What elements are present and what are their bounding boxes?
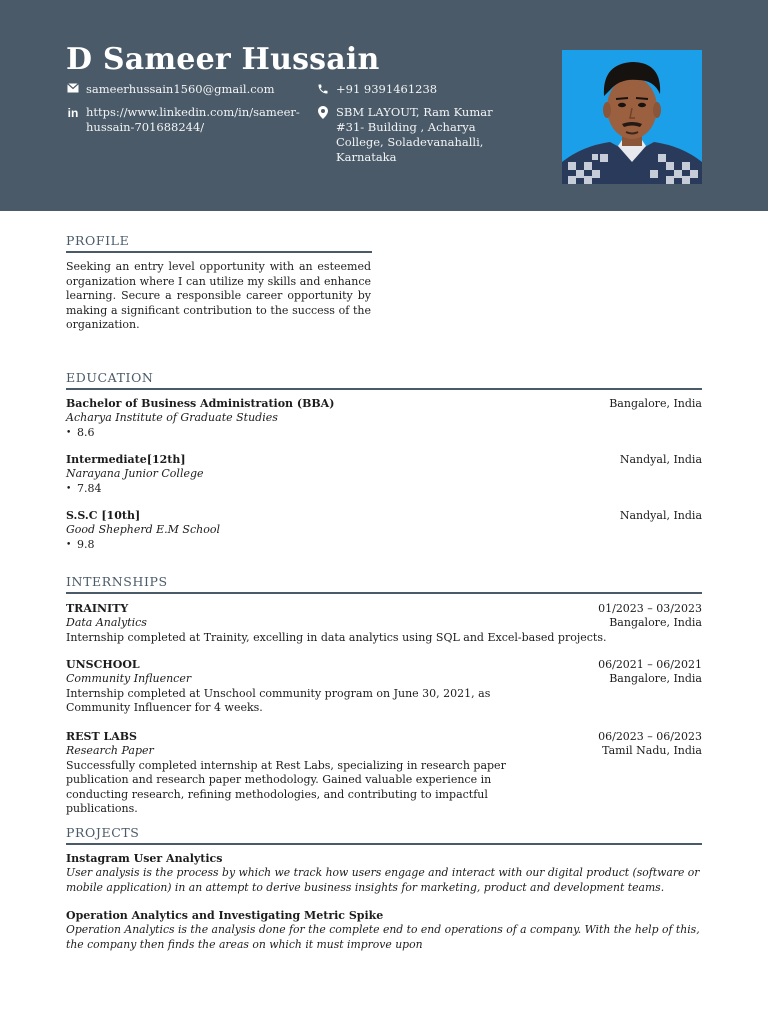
- internship-entry: [66, 602, 702, 645]
- internship-description: Successfully completed internship at Rest Labs, specializing in research paper publication and research paper methodology. Gained valuable experience in conducting research, refining methodologies, and contributing to impactful publications.: [66, 758, 506, 816]
- internship-company: REST LABS: [66, 730, 137, 743]
- profile-divider: [66, 251, 372, 253]
- address-text: SBM LAYOUT, Ram Kumar #31- Building , Acharya College, Soladevanahalli, Karnataka: [336, 105, 493, 164]
- bullet-icon: •: [66, 539, 72, 550]
- profile-heading: PROFILE: [66, 233, 130, 248]
- project-title: Instagram User Analytics: [66, 852, 223, 865]
- contact-email: [66, 82, 296, 97]
- candidate-name: D Sameer Hussain: [66, 42, 380, 77]
- bullet-icon: •: [66, 427, 72, 438]
- internship-company: UNSCHOOL: [66, 658, 140, 671]
- project-description: Operation Analytics is the analysis done for the complete end to end operations of a company. With the help of this, the company then finds the areas on which it must improve upon: [66, 923, 700, 951]
- education-school: Good Shepherd E.M School: [66, 523, 220, 537]
- envelope-icon: [66, 82, 80, 97]
- internship-dates: 06/2023 – 06/2023: [598, 730, 702, 743]
- education-school: Narayana Junior College: [66, 467, 204, 481]
- bullet-icon: •: [66, 483, 72, 494]
- phone-icon: [316, 82, 330, 97]
- internship-entry: [66, 658, 702, 716]
- internship-role: Community Influencer: [66, 672, 192, 686]
- education-heading: EDUCATION: [66, 370, 154, 385]
- internship-location: Bangalore, India: [609, 616, 702, 630]
- contact-address: [316, 105, 516, 165]
- profile-summary: Seeking an entry level opportunity with an esteemed organization where I can utilize my skills and enhance learning. Secure a responsible career opportunity by making a significant contribution to the success of the organization.: [66, 260, 371, 332]
- linkedin-url[interactable]: https://www.linkedin.com/in/sameer-hussain-701688244/: [86, 105, 300, 134]
- internship-location: Bangalore, India: [609, 672, 702, 686]
- education-entry: [66, 509, 702, 552]
- education-location: Nandyal, India: [619, 509, 702, 522]
- project-title: Operation Analytics and Investigating Metric Spike: [66, 909, 384, 922]
- education-school: Acharya Institute of Graduate Studies: [66, 411, 278, 425]
- education-degree: S.S.C [10th]: [66, 509, 141, 522]
- education-degree: Bachelor of Business Administration (BBA): [66, 397, 335, 410]
- resume-header: [0, 0, 768, 211]
- internship-dates: 06/2021 – 06/2021: [598, 658, 702, 671]
- education-score: 9.8: [77, 537, 95, 551]
- education-degree: Intermediate[12th]: [66, 453, 186, 466]
- internships-heading: INTERNSHIPS: [66, 574, 168, 589]
- internship-description: Internship completed at Trainity, excelling in data analytics using SQL and Excel-based projects.: [66, 630, 607, 644]
- projects-divider: [66, 843, 702, 845]
- internship-description: Internship completed at Unschool community program on June 30, 2021, as Community Influencer for 4 weeks.: [66, 686, 491, 715]
- phone-text[interactable]: +91 9391461238: [336, 82, 438, 96]
- internships-divider: [66, 592, 702, 594]
- project-description: User analysis is the process by which we track how users engage and interact with our digital product (software or mobile application) in an attempt to derive business insights for marketing, product and development teams.: [66, 866, 700, 894]
- education-entry: [66, 453, 702, 496]
- internship-entry: [66, 730, 702, 816]
- projects-heading: PROJECTS: [66, 825, 140, 840]
- education-location: Nandyal, India: [619, 453, 702, 466]
- project-entry: [66, 909, 702, 953]
- location-pin-icon: [316, 105, 330, 165]
- education-score: 8.6: [77, 425, 95, 439]
- education-score: 7.84: [77, 481, 102, 495]
- project-entry: [66, 852, 702, 896]
- linkedin-icon: in: [67, 106, 79, 120]
- contact-phone: [316, 82, 536, 97]
- education-entry: [66, 397, 702, 440]
- contact-linkedin: [66, 105, 300, 135]
- internship-dates: 01/2023 – 03/2023: [598, 602, 702, 615]
- internship-role: Research Paper: [66, 744, 154, 758]
- internship-company: TRAINITY: [66, 602, 129, 615]
- internship-location: Tamil Nadu, India: [602, 744, 702, 758]
- education-divider: [66, 388, 702, 390]
- profile-photo: [562, 50, 702, 184]
- email-text[interactable]: sameerhussain1560@gmail.com: [86, 82, 275, 96]
- education-location: Bangalore, India: [609, 397, 702, 410]
- internship-role: Data Analytics: [66, 616, 147, 630]
